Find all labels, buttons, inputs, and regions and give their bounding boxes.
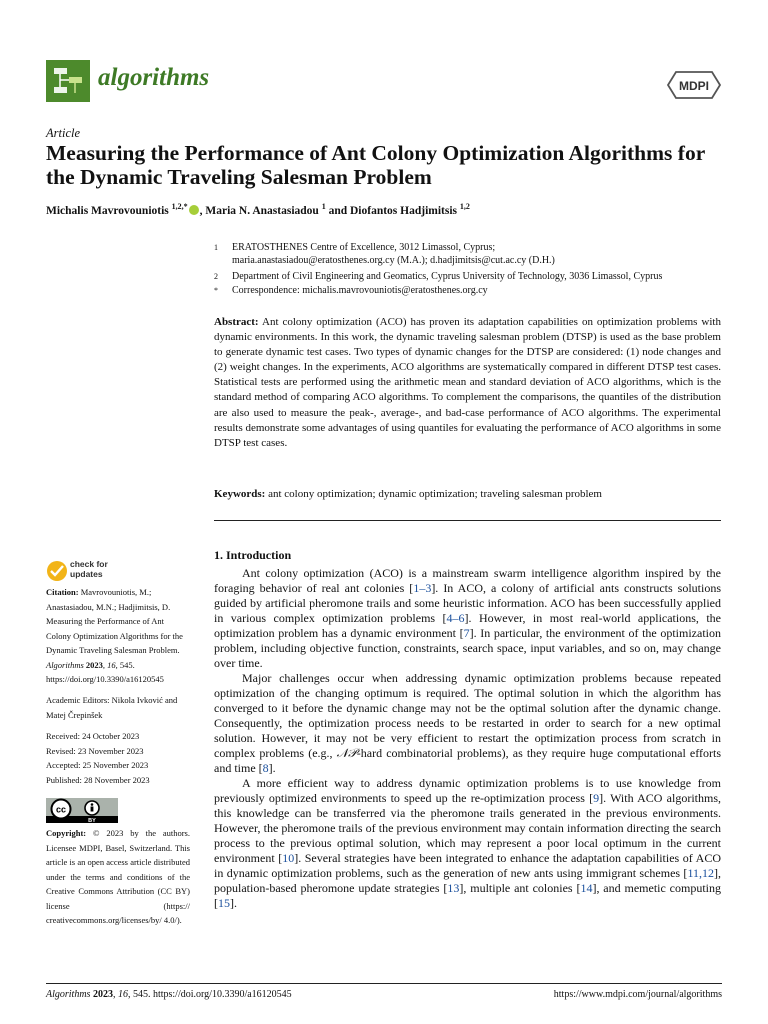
math-symbol: 𝒩𝒫	[336, 746, 357, 760]
citation-year: 2023	[85, 659, 103, 670]
paragraph-text: A more efficient way to address dynamic optimization problems is to use knowledge from previously optimized environments to speed up the re-optimization process [	[214, 776, 721, 805]
copyright-text: © 2023 by the authors. Licensee MDPI, Basel, Switzerland. This article is an open access article distributed under the terms and conditions of the Creative Commons Attribution (CC BY) license (https:// creativecommons.org/licenses/by/ 4.0/).	[46, 828, 190, 925]
reference-link[interactable]: 8	[262, 761, 269, 775]
publication-dates	[46, 729, 190, 787]
abstract	[214, 315, 721, 451]
author-superscript: 1	[321, 202, 326, 211]
paragraph-text: ]. However, in most real-world applications, the optimization problem has a dynamic environment [	[214, 611, 721, 640]
date-accepted: Accepted: 25 November 2023	[46, 760, 149, 770]
academic-editors	[46, 693, 190, 722]
body-paragraph	[214, 671, 721, 776]
paper-title: Measuring the Performance of Ant Colony Optimization Algorithms for the Dynamic Traveling Salesman Problem	[46, 141, 705, 189]
paragraph-text: ], and memetic computing [	[214, 881, 721, 910]
paragraph-text: Major challenges occur when addressing dynamic optimization problems because repeated optimization of the changing optimum is required. The optimal solution in which the algorithm has converged to it before the dynamic change may not be the optimal solution after the dynamic change. Consequently, the optimization process needs to be restarted in order to search for a new optimal solution. However, it may not be very efficient to restart the optimization process from scratch in complex problems (e.g.,	[214, 671, 721, 760]
reference-link[interactable]: 14	[580, 881, 593, 895]
abstract-label: Abstract:	[214, 316, 259, 328]
author-name: Michalis Mavrovouniotis	[46, 204, 169, 217]
affiliation-mark: 1	[214, 243, 218, 252]
footer-doi[interactable]: , 545. https://doi.org/10.3390/a16120545	[127, 989, 292, 1000]
date-received: Received: 24 October 2023	[46, 731, 140, 741]
keywords	[214, 487, 721, 502]
affiliation-mark: 2	[214, 272, 218, 281]
footer-citation: Algorithms 2023, 16, 545. https://doi.org/10.3390/a16120545	[46, 989, 292, 1000]
algorithms-flowchart-icon	[46, 60, 90, 102]
journal-logo	[46, 60, 90, 102]
author-separator: ,	[199, 204, 206, 217]
paragraph-text: ].	[230, 896, 237, 910]
reference-link[interactable]: 4–6	[446, 611, 465, 625]
affiliation-line: ERATOSTHENES Centre of Excellence, 3012 Limassol, Cyprus;	[232, 242, 496, 253]
check-line: check for	[70, 559, 108, 569]
affiliation-line: Correspondence: michalis.mavrovouniotis@eratosthenes.org.cy	[232, 285, 488, 296]
paragraph-text: ].	[268, 761, 276, 775]
citation-label: Citation:	[46, 587, 79, 597]
paragraph-text: -hard combinatorial problems), as they require huge computational efforts and time [	[214, 746, 721, 775]
affiliation-line: maria.anastasiadou@eratosthenes.org.cy (M.A.); d.hadjimitsis@cut.ac.cy (D.H.)	[232, 255, 555, 266]
reference-link[interactable]: 15	[218, 896, 230, 910]
paragraph-text: ]. In particular, the environment of the optimization problem, including objective function, constraints, search space, input variables, and so on, may change over time.	[214, 626, 721, 670]
introduction-body	[214, 566, 721, 911]
correspondence	[214, 284, 724, 297]
reference-link[interactable]: 11,12	[687, 866, 714, 880]
body-paragraph	[214, 566, 721, 671]
paragraph-text: ]. In ACO, a colony of artificial ants constructs solutions guided by artificial pheromone trails and some heuristic information. ACO has been successfully applied in various complex optimization problems [	[214, 581, 721, 625]
cc-by-license-badge[interactable]	[46, 798, 118, 823]
date-revised: Revised: 23 November 2023	[46, 745, 144, 756]
mdpi-hexagon-icon	[666, 70, 722, 100]
body-paragraph	[214, 776, 721, 911]
article-type: Article	[46, 126, 81, 140]
citation-journal: Algorithms	[46, 659, 84, 670]
editors-text: Academic Editors: Nikola Ivković and Matej Črepinšek	[46, 695, 178, 720]
citation-volume: 16	[107, 659, 116, 670]
author-name: Diofantos Hadjimitsis	[350, 204, 458, 217]
footer-journal-url[interactable]: https://www.mdpi.com/journal/algorithms	[553, 989, 722, 1000]
affiliation-2	[214, 270, 724, 283]
check-for-updates-label[interactable]	[70, 559, 108, 579]
date-published: Published: 28 November 2023	[46, 774, 150, 785]
reference-link[interactable]: 1–3	[413, 581, 432, 595]
orcid-icon[interactable]	[189, 205, 199, 215]
paragraph-text: ], multiple ant colonies [	[459, 881, 581, 895]
author-list	[46, 202, 726, 217]
keywords-label: Keywords:	[214, 488, 266, 500]
check-for-updates-icon[interactable]	[46, 560, 68, 582]
journal-name: algorithms	[98, 64, 210, 91]
footer-volume: 16	[117, 989, 128, 1000]
check-line: updates	[70, 569, 103, 579]
citation-pages: , 545.	[115, 659, 135, 670]
footer-journal: Algorithms	[46, 989, 91, 1000]
citation-doi[interactable]: https://doi.org/10.3390/a16120545	[46, 674, 164, 684]
copyright-label: Copyright:	[46, 828, 87, 838]
author-superscript: 1,2	[459, 202, 470, 211]
affiliation-mark: *	[214, 286, 218, 295]
cc-text: cc	[55, 804, 67, 815]
author-superscript: 1,2,*	[171, 202, 188, 211]
paragraph-text: ]. Several strategies have been integrated to enhance the adaptation capabilities of ACO in dynamic optimization problems, such as the generation of new ants using immigrant schemes [	[214, 851, 721, 880]
section-divider	[214, 520, 721, 521]
reference-link[interactable]: 7	[463, 626, 470, 640]
author-name: Maria N. Anastasiadou	[205, 204, 319, 217]
affiliation-line: Department of Civil Engineering and Geomatics, Cyprus University of Technology, 3036 Limassol, Cyprus	[232, 271, 663, 282]
abstract-text: Ant colony optimization (ACO) has proven its adaptation capabilities on optimization problems with dynamic environments. In this work, the dynamic traveling salesman problem (DTSP) is used as the base problem to generate dynamic test cases. Two types of dynamic changes for the DTSP are considered: (1) node changes and (2) weight changes. In the experiments, ACO algorithms are systematically compared in different DTSP test cases. Statistical tests are performed using the arithmetic mean and standard deviation of ACO algorithms, which is the standard method of comparing ACO algorithms. To complement the comparisons, the quantiles of the distribution are also used to measure the peak-, average-, and bad-case performance of ACO algorithms. The experimental results demonstrate some advantages of using quantiles for evaluating the performance of ACO algorithms in some DTSP test cases.	[214, 316, 721, 449]
citation-block: Citation: Mavrovouniotis, M.; Anastasiadou, M.N.; Hadjimitsis, D. Measuring the Performance of Ant Colony Optimization Algorithms for the Dynamic Traveling Salesman Problem. Algorithms 2023, 16, 545. https://doi.org/10.3390/a16120545	[46, 587, 183, 684]
copyright-block	[46, 826, 190, 928]
by-text: BY	[88, 818, 96, 823]
paragraph-text: ]. With ACO algorithms, this knowledge can be transferred via the pheromone trails generated in the previous environments. However, the pheromone trails of the previous environment may contain information directing the search process to the previous optimal solution, which may represent a poor local optimum in the current environment [	[214, 791, 722, 865]
footer-divider	[46, 983, 722, 984]
reference-link[interactable]: 13	[447, 881, 460, 895]
keywords-text: ant colony optimization; dynamic optimization; traveling salesman problem	[268, 488, 602, 500]
author-separator: and	[325, 204, 350, 217]
reference-link[interactable]: 9	[593, 791, 600, 805]
citation-text: Mavrovouniotis, M.; Anastasiadou, M.N.; Hadjimitsis, D. Measuring the Performance of Ant Colony Optimization Algorithms for the Dynamic Traveling Salesman Problem.	[46, 587, 183, 655]
section-heading: 1. Introduction	[214, 548, 292, 562]
footer-year: 2023	[92, 989, 113, 1000]
paragraph-text: Ant colony optimization (ACO) is a mainstream swarm intelligence algorithm inspired by the foraging behavior of real ant colonies [	[214, 566, 721, 595]
reference-link[interactable]: 10	[282, 851, 295, 865]
affiliation-1	[214, 241, 724, 267]
paragraph-text: ], population-based pheromone update strategies [	[214, 866, 721, 895]
publisher-name: MDPI	[679, 79, 709, 93]
